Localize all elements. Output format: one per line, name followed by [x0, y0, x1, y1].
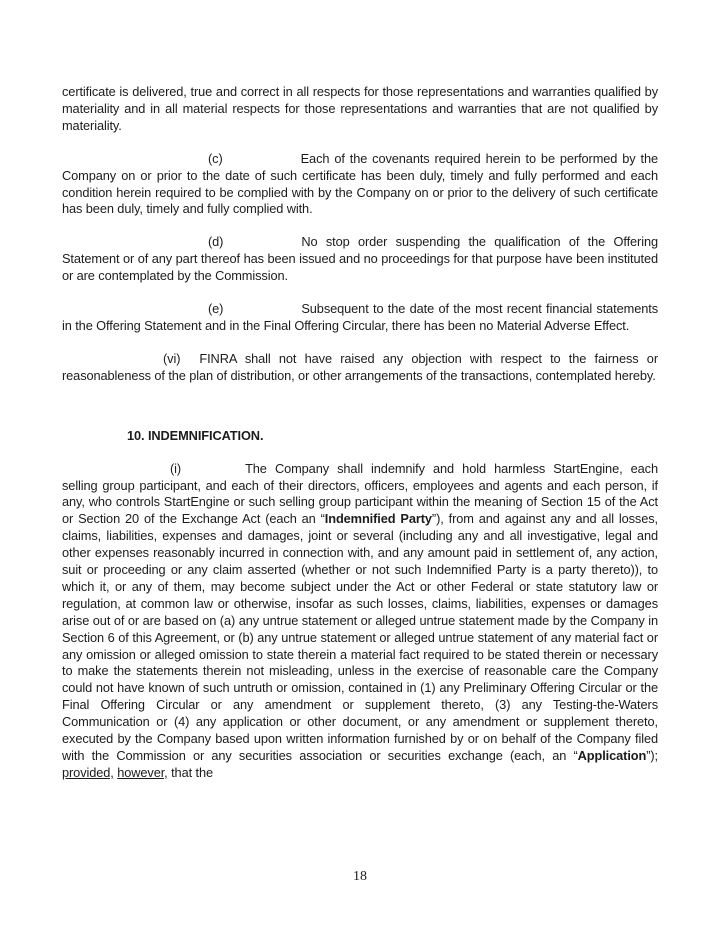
- clause-c-label: (c): [208, 150, 223, 166]
- section-heading-indemnification: [62, 428, 658, 445]
- clause-e-label: (e): [208, 301, 224, 317]
- clause-d-text: No stop order suspending the qualification of the Offering Statement or of any part thereof has been issued and no proceedings for that purpose have been instituted or are contemplated by the Commission.: [62, 234, 658, 284]
- underlined-provided: provided,: [62, 764, 114, 780]
- paragraph-intro-text: certificate is delivered, true and correct in all respects for those representations and warranties qualified by materiality and in all material respects for those representations and warranties that are not qualified by materiality.: [62, 84, 658, 133]
- paragraph-intro: [62, 84, 658, 135]
- clause-vi-label: (vi): [163, 350, 181, 366]
- paragraph-clause-d: [62, 234, 658, 285]
- tab-spacer: [62, 362, 163, 363]
- clause-i-text-1: The Company shall indemnify and hold harmless StartEngine, each selling group participant, and each of their directors, officers, employees and agents and each person, if any, who controls StartEngine or such selling group participant within the meaning of Section 15 of the Act or Section 20 of the Exchange Act (each an “: [62, 460, 658, 527]
- paragraph-clause-c: [62, 151, 658, 219]
- tab-spacer: [62, 245, 208, 246]
- paragraph-clause-i: [62, 461, 658, 782]
- defined-term-indemnified-party: Indemnified Party: [324, 511, 432, 527]
- tab-spacer: [62, 162, 208, 163]
- clause-i-text-3: ”);: [646, 748, 658, 763]
- tab-spacer: [62, 312, 208, 313]
- clause-vi-text: FINRA shall not have raised any objection with respect to the fairness or reasonableness of the plan of distribution, or other arrangements of the transactions, contemplated hereby.: [62, 350, 658, 383]
- section-heading-text: 10. INDEMNIFICATION.: [127, 427, 264, 443]
- clause-d-label: (d): [208, 234, 224, 250]
- clause-i-text-2: ”), from and against any and all losses, claims, liabilities, expenses and damages, joint or several (including any and all investigative, legal and other expenses reasonably incurred in connection with, and any amount paid in settlement of, any action, suit or proceeding or any claim asserted (whether or not such Indemnified Party is a party thereto)), to which it, or any of them, may become subject under the Act or other Federal or state statutory law or regulation, at common law or otherwise, insofar as such losses, claims, liabilities, expenses or damages arise out of or are based on (a) any untrue statement or alleged untrue statement made by the Company in Section 6 of this Agreement, or (b) any untrue statement or alleged untrue statement of any material fact or any omission or alleged omission to state therein a material fact required to be stated therein or necessary to make the statements therein not misleading, unless in the exercise of reasonable care the Company could not have known of such untruth or omission, contained in (1) any Preliminary Offering Circular or the Final Offering Circular or any amendment or supplement thereto, (3) any Testing-the-Waters Communication or (4) any application or other document, or any amendment or supplement thereto, executed by the Company based upon written information furnished by or on behalf of the Company filed with the Commission or any securities association or securities exchange (each, an “: [62, 511, 658, 763]
- tab-spacer: [62, 472, 170, 473]
- paragraph-clause-vi: [62, 351, 658, 385]
- tab-spacer: [181, 472, 245, 473]
- clause-e-text: Subsequent to the date of the most recent financial statements in the Offering Statement and in the Final Offering Circular, there has been no Material Adverse Effect.: [62, 301, 658, 333]
- clause-i-text-5: that the: [167, 764, 213, 780]
- tab-spacer: [180, 362, 199, 363]
- tab-spacer: [62, 439, 127, 440]
- underlined-however: however,: [117, 764, 168, 780]
- clause-i-label: (i): [170, 460, 182, 476]
- page-number: 18: [353, 869, 367, 885]
- tab-spacer: [223, 162, 301, 163]
- tab-spacer: [223, 312, 301, 313]
- paragraph-clause-e: [62, 301, 658, 335]
- clause-c-text: Each of the covenants required herein to be performed by the Company on or prior to the date of such certificate has been duly, timely and fully performed and each condition herein required to be complied with by the Company on or prior to the delivery of such certificate has been duly, timely and fully complied with.: [62, 150, 658, 217]
- defined-term-application: Application: [577, 748, 647, 763]
- tab-spacer: [223, 245, 301, 246]
